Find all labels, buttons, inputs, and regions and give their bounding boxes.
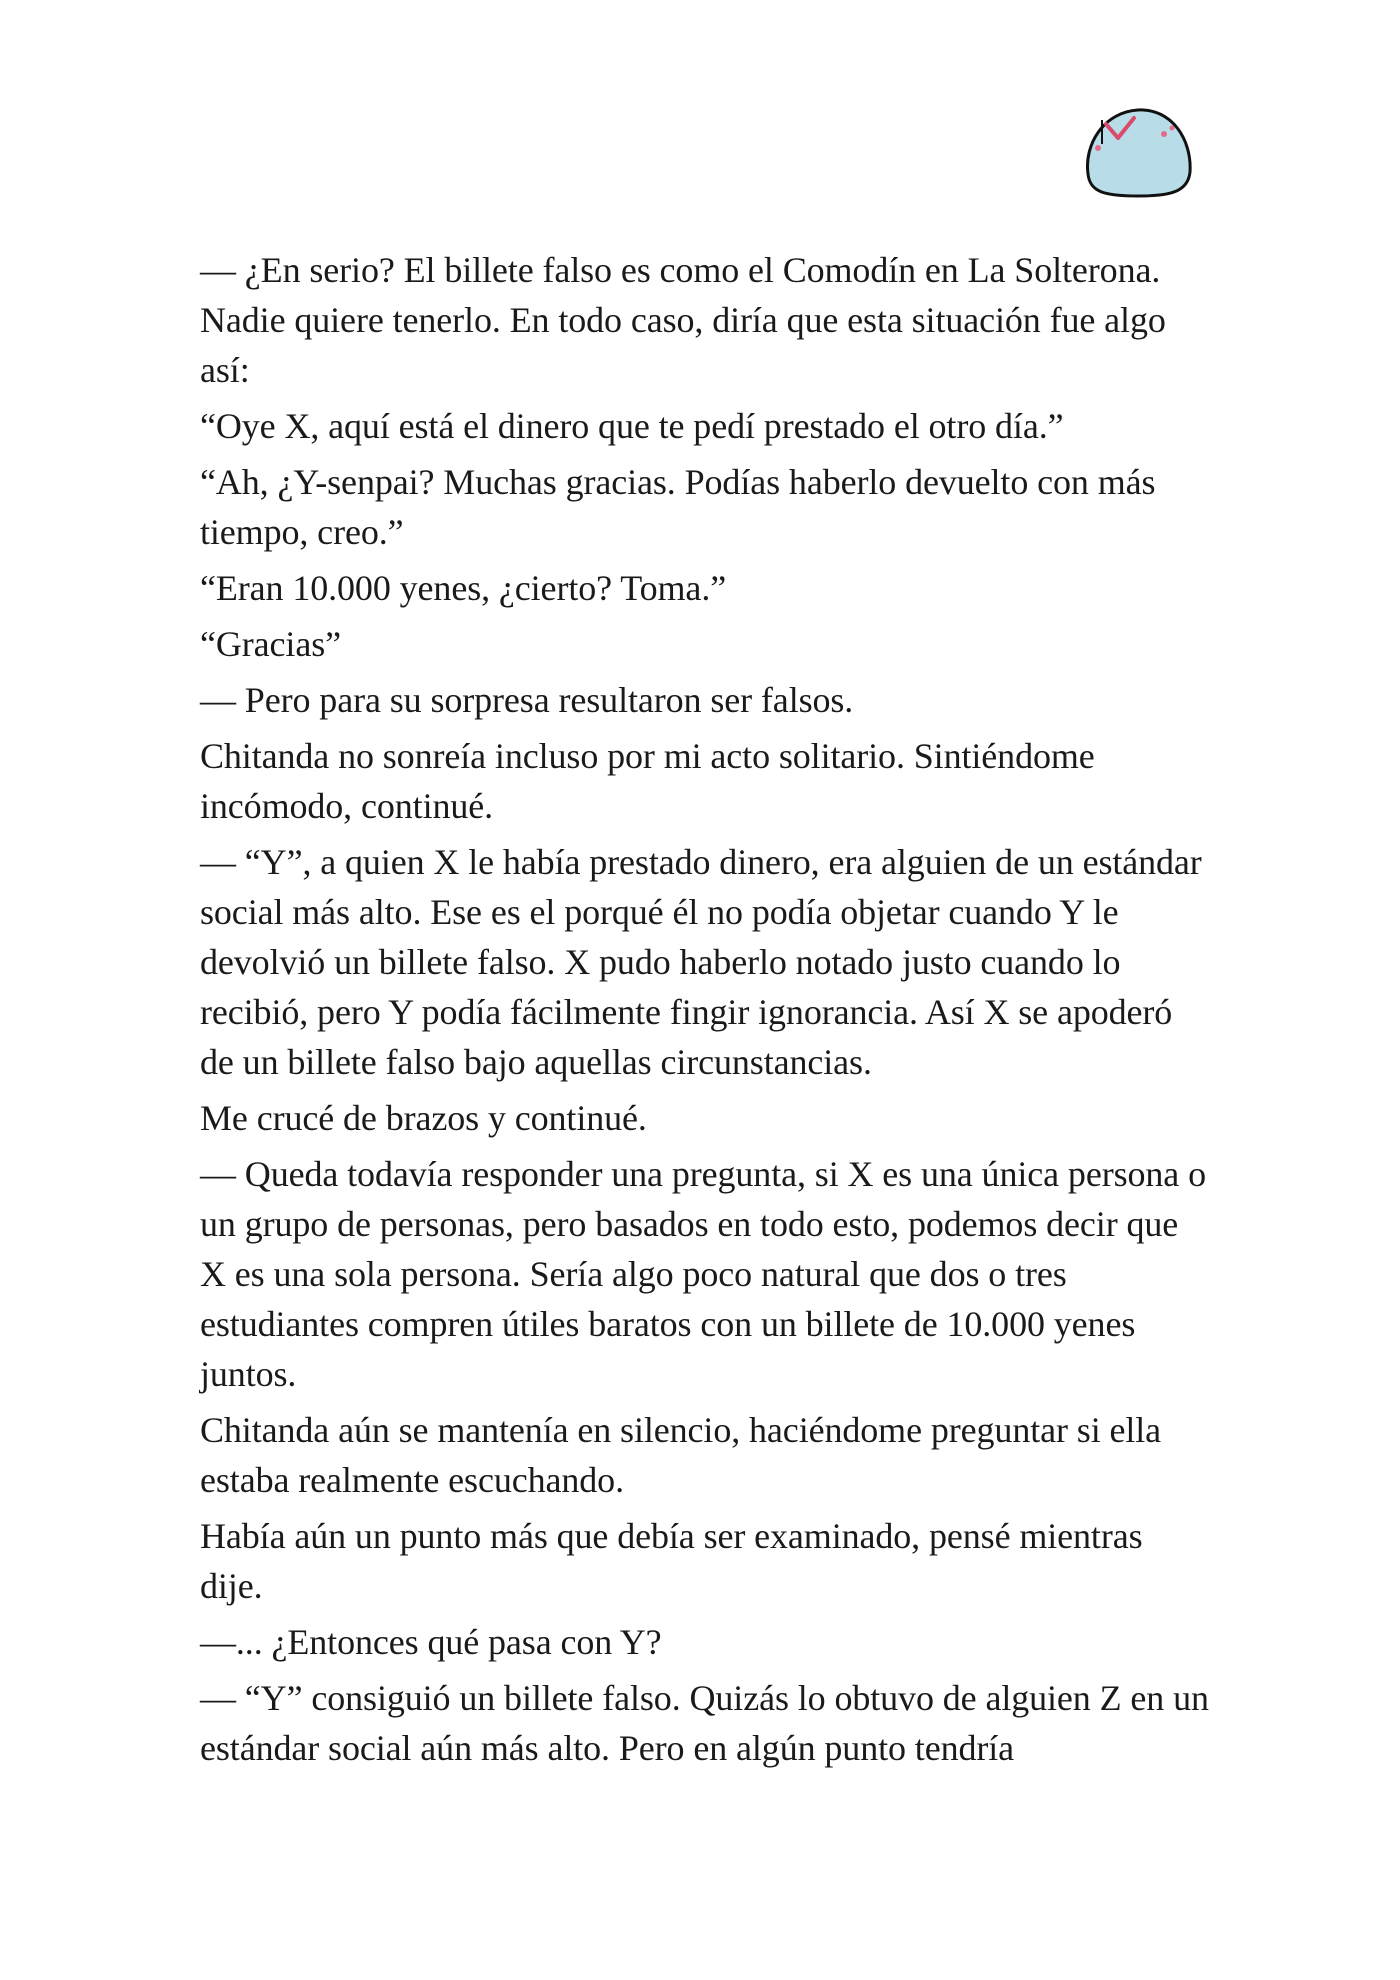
paragraph: — “Y”, a quien X le había prestado dinero, era alguien de un estándar social más alto. Ese es el porqué él no podía objetar cuando Y le devolvió un billete falso. X pudo haberlo notado justo cuando lo recibió, pero Y podía fácilmente fingir ignorancia. Así X se apoderó de un billete falso bajo aquellas circunstancias.	[200, 842, 1202, 1082]
yuusan-sub-logo	[1078, 104, 1196, 200]
paragraph: “Eran 10.000 yenes, ¿cierto? Toma.”	[200, 568, 727, 608]
paragraph: “Gracias”	[200, 624, 341, 664]
seal-logo-icon	[1078, 104, 1196, 200]
paragraph: Chitanda no sonreía incluso por mi acto solitario. Sintiéndome incómodo, continué.	[200, 736, 1095, 826]
paragraph: Había aún un punto más que debía ser examinado, pensé mientras dije.	[200, 1516, 1143, 1606]
paragraph: “Ah, ¿Y-senpai? Muchas gracias. Podías haberlo devuelto con más tiempo, creo.”	[200, 462, 1156, 552]
paragraph: — Pero para su sorpresa resultaron ser falsos.	[200, 680, 854, 720]
paragraph: “Oye X, aquí está el dinero que te pedí prestado el otro día.”	[200, 406, 1064, 446]
paragraph: — “Y” consiguió un billete falso. Quizás lo obtuvo de alguien Z en un estándar social aún más alto. Pero en algún punto tendría	[200, 1678, 1209, 1768]
paragraph: — ¿En serio? El billete falso es como el Comodín en La Solterona. Nadie quiere tenerlo. En todo caso, diría que esta situación fue algo así:	[200, 250, 1166, 390]
paragraph: —... ¿Entonces qué pasa con Y?	[200, 1622, 662, 1662]
paragraph: Me crucé de brazos y continué.	[200, 1098, 647, 1138]
paragraph: — Queda todavía responder una pregunta, si X es una única persona o un grupo de personas, pero basados en todo esto, podemos decir que X es una sola persona. Sería algo poco natural que dos o tres estudiantes compren útiles baratos con un billete de 10.000 yenes juntos.	[200, 1154, 1206, 1394]
paragraph: Chitanda aún se mantenía en silencio, haciéndome preguntar si ella estaba realmente escuchando.	[200, 1410, 1162, 1500]
document-body	[200, 245, 1210, 1779]
